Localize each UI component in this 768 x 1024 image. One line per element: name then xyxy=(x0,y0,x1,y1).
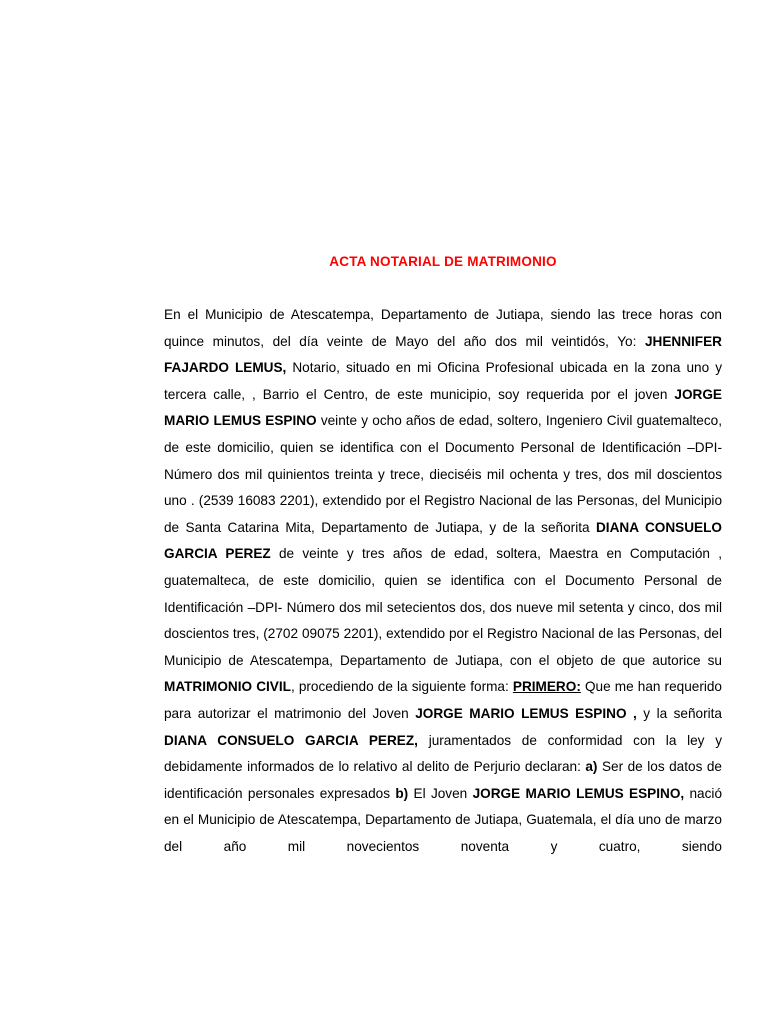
body-text: En el Municipio de Atescatempa, Departamento de Jutiapa, siendo las trece horas con quince minutos, del día veinte de Mayo del año dos mil veintidós, Yo: xyxy=(164,307,722,349)
body-text: y la señorita xyxy=(636,705,722,721)
body-text: de veinte y tres años de edad, soltera, Maestra en Computación , guatemalteca, de este domicilio, quien se identifica con el Documento Personal de Identificación –DPI- Número dos mil setecientos dos, dos nueve mil setenta y cinco, dos mil doscientos tres, (2702 09075 2201), extendido por el Registro Nacional de las Personas, del Municipio de Atescatempa, Departamento de Jutiapa, con el objeto de que autorice su xyxy=(164,546,722,668)
groom-name: JORGE MARIO LEMUS ESPINO, xyxy=(472,785,685,801)
groom-name: JORGE MARIO LEMUS ESPINO xyxy=(164,386,722,429)
item-marker-b: b) xyxy=(395,785,409,801)
body-text: El Joven xyxy=(408,785,473,801)
bride-name: DIANA CONSUELO GARCIA PEREZ, xyxy=(164,732,418,748)
groom-name: JORGE MARIO LEMUS ESPINO , xyxy=(415,705,637,721)
body-text: Notario, situado en mi Oficina Profesional ubicada en la zona uno y tercera calle, , Barrio el Centro, de este municipio, soy requerida por el joven xyxy=(164,360,722,402)
item-marker-a: a) xyxy=(585,759,598,775)
clause-first-heading: PRIMERO: xyxy=(512,679,581,695)
notary-name: JHENNIFER FAJARDO LEMUS, xyxy=(164,333,722,376)
body-text: nació en el Municipio de Atescatempa, Departamento de Jutiapa, Guatemala, el día uno de marzo del año mil novecientos noventa y cuatro, siendo xyxy=(164,785,722,854)
body-text: juramentados de conformidad con la ley y debidamente informados de lo relativo al delito de Perjurio declaran: xyxy=(164,732,722,775)
civil-marriage-term: MATRIMONIO CIVIL xyxy=(164,679,291,695)
body-text: , procediendo de la siguiente forma: xyxy=(290,679,513,695)
document-title: ACTA NOTARIAL DE MATRIMONIO xyxy=(329,254,557,269)
body-text: Ser de los datos de identificación personales expresados xyxy=(164,759,722,801)
body-text: veinte y ocho años de edad, soltero, Ingeniero Civil guatemalteco, de este domicilio, quien se identifica con el Documento Personal de Identificación –DPI- Número dos mil quinientos treinta y trece, dieciséis mil ochenta y tres, dos mil doscientos uno . (2539 16083 2201), extendido por el Registro Nacional de las Personas, del Municipio de Santa Catarina Mita, Departamento de Jutiapa, y de la señorita xyxy=(164,413,723,535)
document-body xyxy=(164,302,722,860)
bride-name: DIANA CONSUELO GARCIA PEREZ xyxy=(164,519,722,562)
body-text: Que me han requerido para autorizar el matrimonio del Joven xyxy=(164,679,722,721)
